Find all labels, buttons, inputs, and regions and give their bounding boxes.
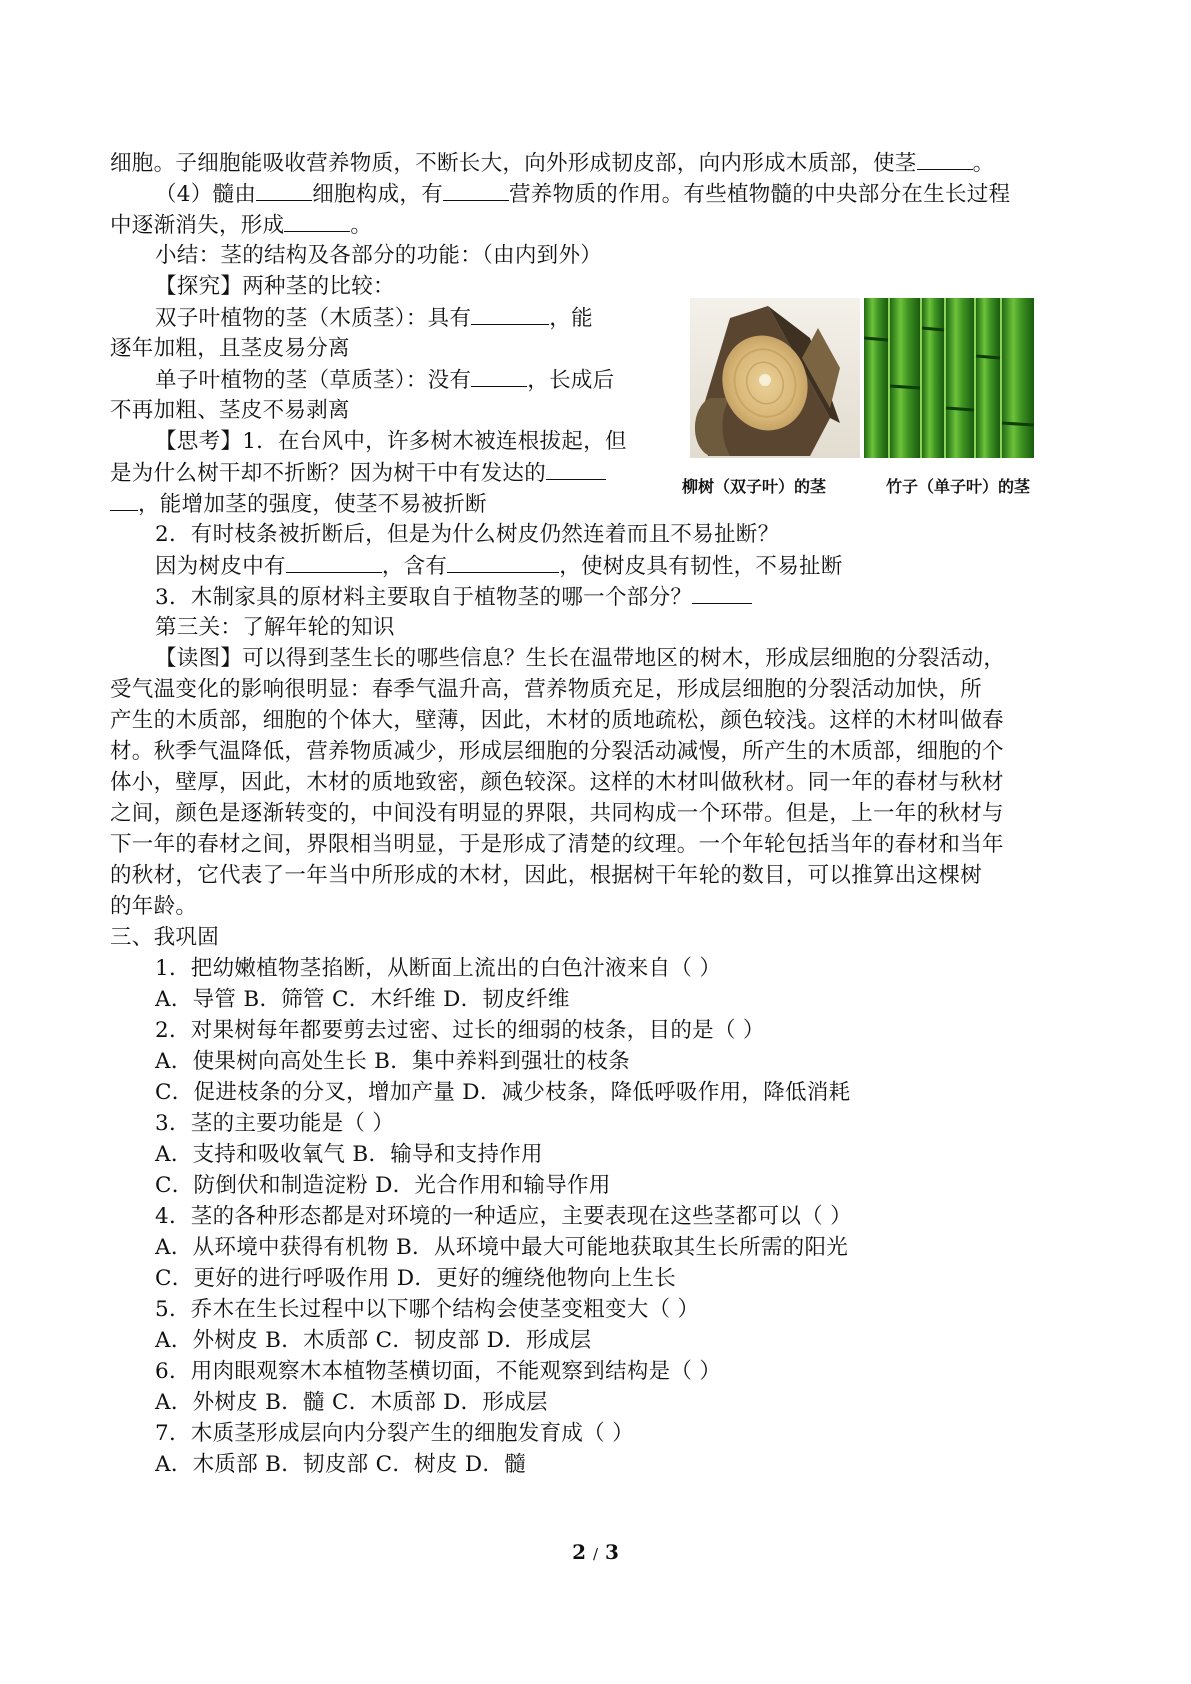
question: 1．把幼嫩植物茎掐断，从断面上流出的白色汁液来自（ ） [155,956,722,981]
text-line: 单子叶植物的茎（草质茎）：没有 ，长成后 [155,364,614,396]
blank [447,550,559,573]
question: 4．茎的各种形态都是对环境的一种适应，主要表现在这些茎都可以（ ） [155,1204,852,1229]
text-line: 【探究】两种茎的比较： [155,274,395,299]
blank [692,581,752,604]
blank [443,178,509,201]
text-line: 3．木制家具的原材料主要取自于植物茎的哪一个部分？ [155,581,752,613]
blank [110,488,138,511]
question: 7．木质茎形成层向内分裂产生的细胞发育成（ ） [155,1421,634,1446]
bamboo-stem-image [864,298,1034,458]
blank [284,209,350,232]
bamboo-caption: 竹子（单子叶）的茎 [886,477,1031,496]
text-line: 下一年的春材之间，界限相当明显，于是形成了清楚的纹理。一个年轮包括当年的春材和当年 [110,832,1004,857]
text-line: 的秋材，它代表了一年当中所形成的木材，因此，根据树干年轮的数目，可以推算出这棵树 [110,863,983,888]
question-options: A．使果树向高处生长 B．集中养料到强壮的枝条 [155,1049,631,1074]
question: 6．用肉眼观察木本植物茎横切面，不能观察到结构是（ ） [155,1359,722,1384]
blank [471,302,549,325]
question-options: C．促进枝条的分叉，增加产量 D．减少枝条，降低呼吸作用，降低消耗 [155,1080,851,1105]
question-options: A．外树皮 B．木质部 C．韧皮部 D．形成层 [155,1328,592,1353]
text-line: 的年龄。 [110,894,198,919]
willow-caption: 柳树（双子叶）的茎 [682,477,827,496]
question-options: A．支持和吸收氧气 B．输导和支持作用 [155,1142,543,1167]
question-options: A．从环境中获得有机物 B．从环境中最大可能地获取其生长所需的阳光 [155,1235,849,1260]
question: 2．对果树每年都要剪去过密、过长的细弱的枝条，目的是（ ） [155,1018,765,1043]
text-line: 产生的木质部，细胞的个体大，壁薄，因此，木材的质地疏松，颜色较浅。这样的木材叫做春 [110,708,1004,733]
text-line: 逐年加粗，且茎皮易分离 [110,336,350,361]
text-line: 体小，壁厚，因此，木材的质地致密，颜色较深。这样的木材叫做秋材。同一年的春材与秋材 [110,770,1004,795]
question-options: C．更好的进行呼吸作用 D．更好的缠绕他物向上生长 [155,1266,677,1291]
text-line: 因为树皮中有 ，含有 ，使树皮具有韧性，不易扯断 [155,550,843,582]
blank [546,457,606,480]
blank [256,178,312,201]
page-number: 2 / 3 [572,1540,619,1564]
text-line: 之间，颜色是逐渐转变的，中间没有明显的界限，共同构成一个环带。但是，上一年的秋材与 [110,801,1004,826]
text-line: 细胞。子细胞能吸收营养物质，不断长大，向外形成韧皮部，向内形成木质部，使茎 。 [110,147,994,179]
blank [286,550,382,573]
text-line: （4）髓由 细胞构成，有 营养物质的作用。有些植物髓的中央部分在生长过程 [155,178,1010,210]
question-options: A．导管 B．筛管 C．木纤维 D．韧皮纤维 [155,987,570,1012]
blank [917,147,973,170]
text-line: 【思考】1．在台风中，许多树木被连根拔起，但 [155,429,627,454]
stem-comparison-figure [682,298,1090,498]
question-options: A．外树皮 B．髓 C．木质部 D．形成层 [155,1390,548,1415]
text-line: 【读图】可以得到茎生长的哪些信息？生长在温带地区的树木，形成层细胞的分裂活动， [155,646,1006,671]
text-line: ，能增加茎的强度，使茎不易被折断 [110,488,487,520]
question: 5．乔木在生长过程中以下哪个结构会使茎变粗变大（ ） [155,1297,700,1322]
blank [471,364,527,387]
text-line: 受气温变化的影响很明显：春季气温升高，营养物质充足，形成层细胞的分裂活动加快，所 [110,677,983,702]
section-heading: 三、我巩固 [110,925,220,950]
text-line: 不再加粗、茎皮不易剥离 [110,398,350,423]
text-line: 中逐渐消失，形成 。 [110,209,372,241]
text-line: 2．有时枝条被折断后，但是为什么树皮仍然连着而且不易扯断？ [155,522,780,547]
text-line: 材。秋季气温降低，营养物质减少，形成层细胞的分裂活动减慢，所产生的木质部，细胞的个 [110,739,1004,764]
text-line: 小结：茎的结构及各部分的功能：（由内到外） [155,243,603,268]
question-options: C．防倒伏和制造淀粉 D．光合作用和输导作用 [155,1173,611,1198]
question: 3．茎的主要功能是（ ） [155,1111,395,1136]
text-line: 双子叶植物的茎（木质茎）：具有 ，能 [155,302,593,334]
willow-stem-image [690,298,860,458]
question-options: A．木质部 B．韧皮部 C．树皮 D．髓 [155,1452,527,1477]
text-line: 第三关：了解年轮的知识 [155,615,395,640]
text-line: 是为什么树干却不折断？因为树干中有发达的 [110,457,606,489]
